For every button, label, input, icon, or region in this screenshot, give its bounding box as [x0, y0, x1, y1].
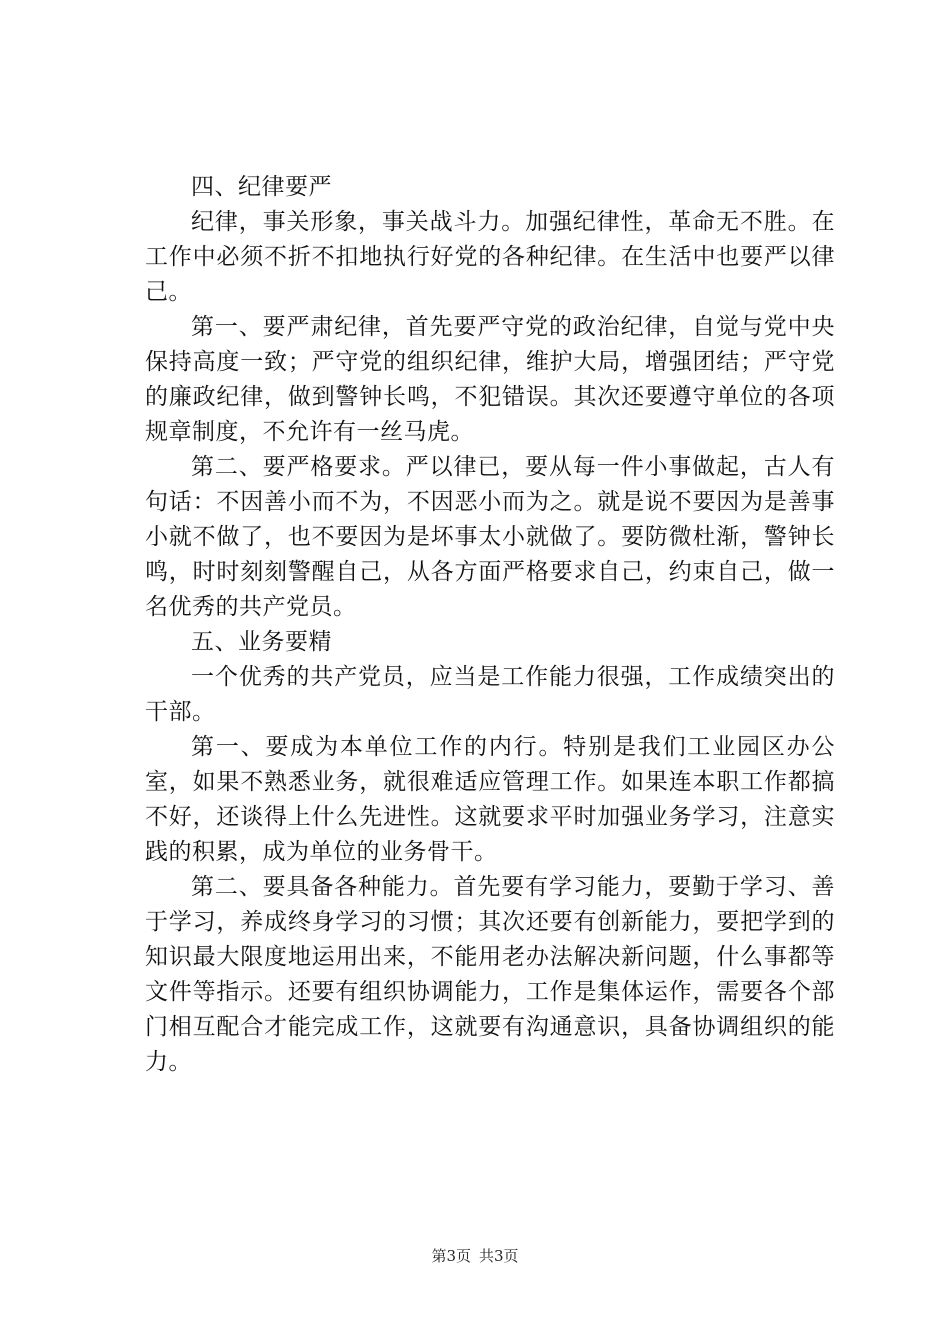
paragraph: 第二、要具备各种能力。首先要有学习能力，要勤于学习、善于学习，养成终身学习的习惯；其次还要有创新能力，要把学到的知识最大限度地运用出来，不能用老办法解决新问题，什么事都等文件等指示。还要有组织协调能力，工作是集体运作，需要各个部门相互配合才能完成工作，这就要有沟通意识，具备协调组织的能力。 [145, 874, 835, 1075]
section-heading-expertise: 五、业务要精 [191, 629, 332, 655]
section-heading-discipline: 四、纪律要严 [191, 174, 332, 200]
page-number: 第3页 [431, 1247, 471, 1265]
paragraph: 纪律，事关形象，事关战斗力。加强纪律性，革命无不胜。在工作中必须不折不扣地执行好党的各种纪律。在生活中也要严以律己。 [145, 209, 835, 305]
paragraph: 第一、要严肃纪律，首先要严守党的政治纪律，自觉与党中央保持高度一致；严守党的组织纪律，维护大局，增强团结；严守党的廉政纪律，做到警钟长鸣，不犯错误。其次还要遵守单位的各项规章制度，不允许有一丝马虎。 [145, 314, 835, 445]
page-footer [0, 1245, 950, 1266]
paragraph: 一个优秀的共产党员，应当是工作能力很强，工作成绩突出的干部。 [145, 664, 835, 725]
document-body [145, 170, 835, 1080]
paragraph: 第二、要严格要求。严以律已，要从每一件小事做起，古人有句话：不因善小而不为，不因恶小而为之。就是说不要因为是善事小就不做了，也不要因为是坏事太小就做了。要防微杜渐，警钟长鸣，时时刻刻警醒自己，从各方面严格要求自己，约束自己，做一名优秀的共产党员。 [145, 454, 835, 620]
paragraph: 第一、要成为本单位工作的内行。特别是我们工业园区办公室，如果不熟悉业务，就很难适应管理工作。如果连本职工作都搞不好，还谈得上什么先进性。这就要求平时加强业务学习，注意实践的积累，成为单位的业务骨干。 [145, 734, 835, 865]
page-total: 共3页 [479, 1247, 519, 1265]
